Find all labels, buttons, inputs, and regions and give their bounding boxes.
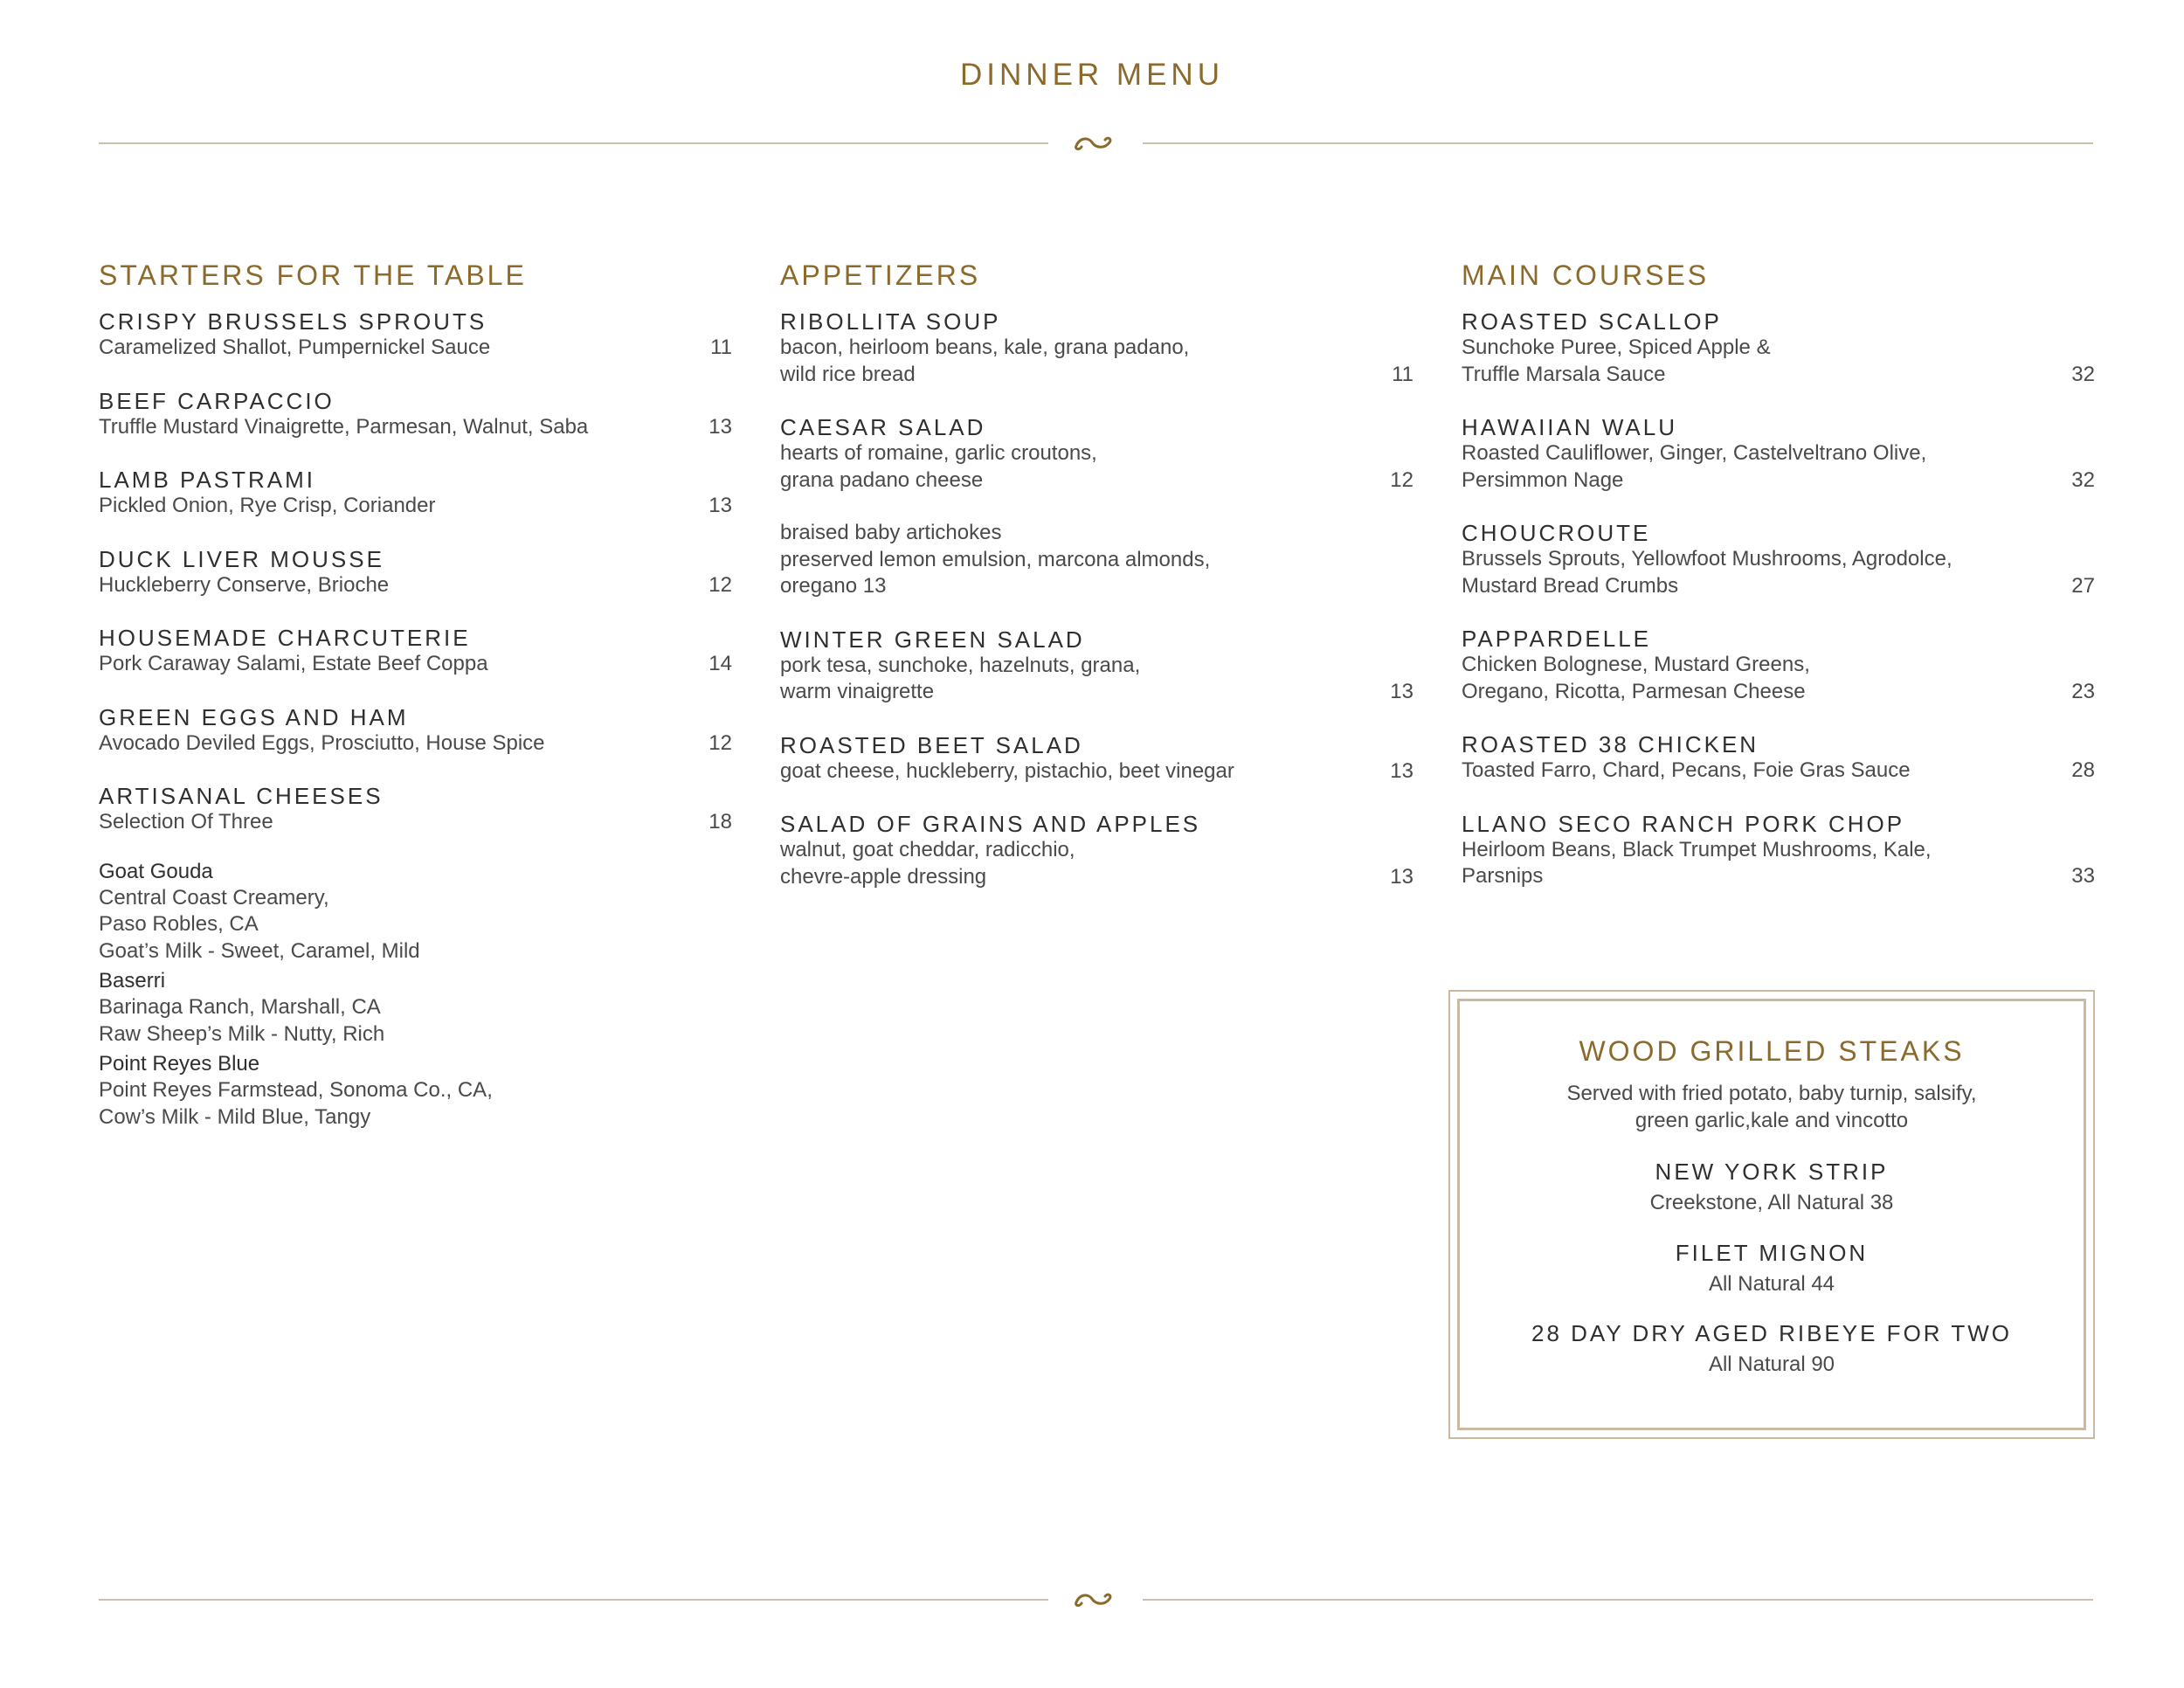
cheese-list	[99, 859, 732, 1131]
cheese-name: Point Reyes Blue	[99, 1052, 260, 1076]
menu-item	[99, 704, 732, 758]
item-name: ROASTED BEET SALAD	[780, 731, 1083, 758]
item-price: 13	[1390, 864, 1413, 889]
item-description: Pickled Onion, Rye Crisp, Coriander	[99, 494, 436, 517]
steaks-intro-line: green garlic,kale and vincotto	[1635, 1108, 1909, 1132]
item-price: 33	[2071, 864, 2095, 888]
item-last-line	[99, 414, 732, 441]
item-name: DUCK LIVER MOUSSE	[99, 545, 384, 572]
flourish-ornament-icon	[1073, 134, 1115, 153]
menu-item	[99, 625, 732, 678]
item-name: LAMB PASTRAMI	[99, 467, 316, 493]
item-price: 12	[1390, 467, 1413, 492]
cheese-description: Central Coast Creamery,	[99, 885, 329, 910]
item-description: Brussels Sprouts, Yellowfoot Mushrooms, Agrodolce,	[1462, 547, 1952, 571]
menu-item	[780, 414, 1413, 494]
item-description: Heirloom Beans, Black Trumpet Mushrooms, Kale,	[1462, 837, 1932, 861]
menu-item	[1462, 731, 2095, 785]
item-name: HAWAIIAN WALU	[1462, 414, 1678, 440]
steak-item	[1450, 1240, 2093, 1298]
menu-item	[1462, 626, 2095, 705]
cheese-description: Raw Sheep’s Milk - Nutty, Rich	[99, 1021, 385, 1046]
item-last-line	[1462, 679, 2095, 706]
cheese-item	[99, 859, 732, 965]
top-divider-left	[99, 142, 1048, 144]
cheese-description: Cow’s Milk - Mild Blue, Tangy	[99, 1104, 371, 1129]
item-price: 13	[1390, 680, 1413, 703]
item-description: walnut, goat cheddar, radicchio,	[780, 838, 1075, 861]
item-name: PAPPARDELLE	[1462, 626, 1652, 652]
menu-item	[780, 520, 1413, 600]
item-price: 12	[708, 730, 732, 755]
item-price: 11	[710, 336, 732, 359]
cheese-description: Barinaga Ranch, Marshall, CA	[99, 995, 381, 1019]
menu-item	[780, 811, 1413, 890]
steaks-content	[1450, 1034, 2093, 1401]
item-description: Selection Of Three	[99, 810, 273, 834]
item-description: Roasted Cauliflower, Ginger, Castelveltrano Olive,	[1462, 441, 1927, 465]
page-title: DINNER MENU	[960, 58, 1224, 92]
menu-item	[99, 546, 732, 599]
item-description: warm vinaigrette	[780, 680, 935, 703]
starters-column	[99, 258, 732, 1134]
cheese-description: Paso Robles, CA	[99, 912, 259, 936]
menu-item	[99, 308, 732, 362]
menu-item	[99, 467, 732, 520]
cheese-description: Goat’s Milk - Sweet, Caramel, Mild	[99, 938, 420, 963]
item-description: Huckleberry Conserve, Brioche	[99, 572, 390, 597]
steaks-intro-line: Served with fried potato, baby turnip, salsify,	[1566, 1082, 1977, 1105]
item-price: 12	[708, 572, 732, 597]
item-last-line	[780, 467, 1413, 495]
item-name: CAESAR SALAD	[780, 414, 986, 440]
item-last-line	[780, 758, 1413, 785]
item-price: 32	[2071, 467, 2095, 492]
steak-desc: Creekstone, All Natural 38	[1649, 1191, 1894, 1214]
section-heading: MAIN COURSES	[1462, 259, 1710, 291]
menu-item	[1462, 308, 2095, 388]
item-last-line	[99, 730, 732, 758]
item-name: CHOUCROUTE	[1462, 520, 1651, 546]
item-description: preserved lemon emulsion, marcona almonds,	[780, 547, 1211, 571]
item-price: 32	[2071, 362, 2095, 386]
steak-desc: All Natural 90	[1708, 1352, 1835, 1376]
item-last-line	[99, 651, 732, 678]
item-price: 14	[708, 652, 732, 675]
menu-item	[1462, 811, 2095, 890]
item-name: CRISPY BRUSSELS SPROUTS	[99, 308, 487, 335]
menu-item	[99, 388, 732, 441]
item-last-line	[1462, 467, 2095, 495]
item-last-line	[780, 864, 1413, 891]
steak-desc: All Natural 44	[1708, 1271, 1835, 1296]
item-name: GREEN EGGS AND HAM	[99, 703, 409, 730]
steaks-heading: WOOD GRILLED STEAKS	[1579, 1035, 1965, 1067]
item-description: Sunchoke Puree, Spiced Apple &	[1462, 336, 1771, 359]
item-description: Caramelized Shallot, Pumpernickel Sauce	[99, 336, 491, 359]
bottom-divider-left	[99, 1599, 1048, 1601]
steak-name: FILET MIGNON	[1675, 1239, 1869, 1266]
item-description: grana padano cheese	[780, 467, 984, 492]
bottom-divider-right	[1143, 1599, 2093, 1601]
item-last-line	[99, 809, 732, 836]
steaks-intro	[1450, 1081, 2093, 1134]
item-price: 13	[1390, 758, 1413, 783]
menu-item	[99, 783, 732, 836]
item-description: Parsnips	[1462, 864, 1544, 888]
item-price: 27	[2071, 573, 2095, 598]
item-last-line	[780, 362, 1413, 389]
item-description: Avocado Deviled Eggs, Prosciutto, House Spice	[99, 730, 545, 755]
menu-item	[1462, 520, 2095, 599]
item-last-line	[780, 679, 1413, 706]
item-description: wild rice bread	[780, 362, 916, 386]
top-divider-right	[1143, 142, 2093, 144]
menu-item	[780, 626, 1413, 706]
item-name: ARTISANAL CHEESES	[99, 783, 384, 809]
item-name: BEEF CARPACCIO	[99, 387, 335, 414]
menu-item	[780, 308, 1413, 388]
item-price: 23	[2071, 679, 2095, 703]
item-last-line	[99, 335, 732, 362]
item-description: chevre-apple dressing	[780, 864, 987, 889]
item-price: 18	[708, 810, 732, 834]
item-description: Truffle Marsala Sauce	[1462, 362, 1666, 386]
section-heading: APPETIZERS	[780, 259, 981, 291]
item-last-line	[1462, 573, 2095, 600]
steak-name: NEW YORK STRIP	[1655, 1159, 1889, 1185]
item-description: braised baby artichokes	[780, 521, 1002, 544]
item-last-line	[780, 573, 1413, 600]
item-last-line	[1462, 863, 2095, 890]
item-price: 28	[2071, 758, 2095, 782]
item-description: Toasted Farro, Chard, Pecans, Foie Gras Sauce	[1462, 758, 1911, 782]
steak-item	[1450, 1159, 2093, 1217]
item-price: 13	[708, 494, 732, 517]
item-name: ROASTED SCALLOP	[1462, 308, 1722, 335]
item-name: WINTER GREEN SALAD	[780, 626, 1085, 653]
item-name: RIBOLLITA SOUP	[780, 308, 1001, 335]
menu-item	[780, 732, 1413, 785]
item-price: 11	[1392, 362, 1413, 386]
item-name: ROASTED 38 CHICKEN	[1462, 731, 1759, 758]
steak-item	[1450, 1320, 2093, 1379]
item-description: oregano 13	[780, 574, 887, 598]
item-description: Pork Caraway Salami, Estate Beef Coppa	[99, 652, 488, 675]
steaks-box	[1448, 990, 2095, 1439]
item-last-line	[99, 493, 732, 520]
cheese-item	[99, 968, 732, 1048]
item-description: bacon, heirloom beans, kale, grana padano,	[780, 336, 1190, 359]
item-description: Mustard Bread Crumbs	[1462, 573, 1679, 598]
item-last-line	[99, 572, 732, 599]
item-description: pork tesa, sunchoke, hazelnuts, grana,	[780, 653, 1141, 677]
cheese-item	[99, 1051, 732, 1131]
item-name: LLANO SECO RANCH PORK CHOP	[1462, 810, 1905, 837]
flourish-ornament-icon	[1073, 1590, 1115, 1609]
menu-item	[1462, 414, 2095, 494]
cheese-name: Goat Gouda	[99, 859, 213, 883]
steak-name: 28 DAY DRY AGED RIBEYE FOR TWO	[1531, 1320, 2012, 1346]
cheese-description: Point Reyes Farmstead, Sonoma Co., CA,	[99, 1078, 493, 1102]
item-last-line	[1462, 758, 2095, 785]
cheese-name: Baserri	[99, 969, 166, 993]
item-last-line	[1462, 362, 2095, 389]
main-courses-column	[1462, 258, 2095, 917]
item-description: Persimmon Nage	[1462, 467, 1624, 492]
item-description: goat cheese, huckleberry, pistachio, beet vinegar	[780, 758, 1234, 783]
item-description: Truffle Mustard Vinaigrette, Parmesan, Walnut, Saba	[99, 414, 589, 439]
item-description: Chicken Bolognese, Mustard Greens,	[1462, 653, 1810, 676]
item-description: Oregano, Ricotta, Parmesan Cheese	[1462, 679, 1806, 703]
item-name: HOUSEMADE CHARCUTERIE	[99, 625, 471, 651]
appetizers-column	[780, 258, 1413, 917]
item-description: hearts of romaine, garlic croutons,	[780, 441, 1097, 465]
item-price: 13	[708, 414, 732, 439]
item-name: SALAD OF GRAINS AND APPLES	[780, 811, 1201, 837]
section-heading: STARTERS FOR THE TABLE	[99, 259, 527, 291]
